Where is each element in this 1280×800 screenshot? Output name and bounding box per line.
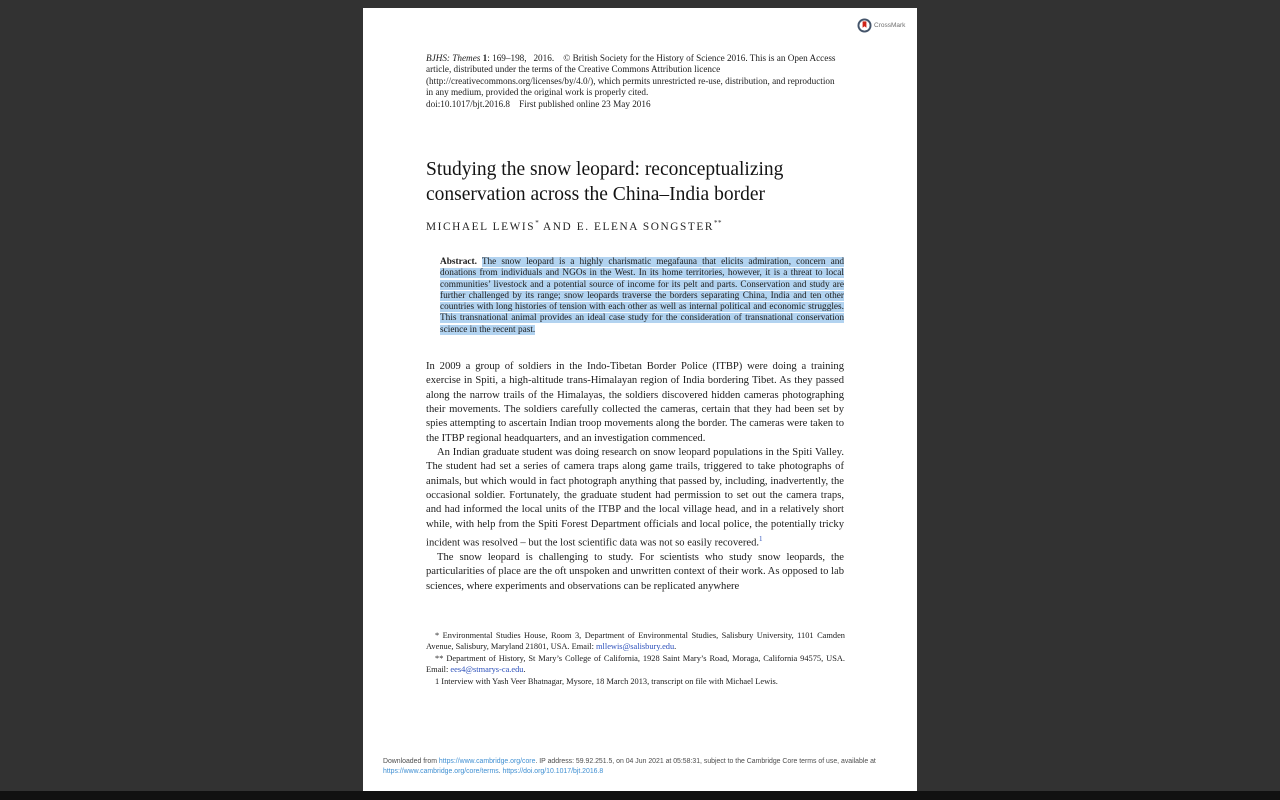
author-1-affiliation-mark: * <box>535 219 540 227</box>
footnote-1-reference[interactable]: 1 <box>759 535 763 544</box>
paragraph-2 <box>426 446 844 551</box>
crossmark-label: CrossMark <box>874 21 906 29</box>
paragraph-2-text: An Indian graduate student was doing research on snow leopard populations in the Spiti Valley. The student had set a series of camera traps along game trails, triggered to take photographs of animals, but which would in fact photograph anything that passed by, including, inadvertently, the occasional soldier. Fortunately, the graduate student had permission to set out the camera traps, and had informed the local units of the ITBP and the local village head, and in a relatively short while, with help from the Spiti Forest Department officials and local police, the potentially tricky incident was resolved – but the lost scientific data was not so easily recovered. <box>426 447 844 549</box>
paragraph-1: In 2009 a group of soldiers in the Indo-Tibetan Border Police (ITBP) were doing a training exercise in Spiti, a high-altitude trans-Himalayan region of India bordering Tibet. As they passed along the narrow trails of the Himalayas, the soldiers discovered hidden cameras photographing their movements. The soldiers carefully collected the cameras, certain that they had been set by spies attempting to ascertain Indian troop movements along the border. The cameras were taken to the ITBP regional headquarters, and an investigation commenced. <box>426 361 844 444</box>
footnote-text: Department of History, St Mary’s College of California, 1928 Saint Mary’s Road, Moraga, California 94575, USA. Email: <box>426 653 845 675</box>
footnotes-section <box>426 630 845 687</box>
paragraph-3: The snow leopard is challenging to study. For scientists who study snow leopards, the particularities of place are the oft unspoken and unwritten context of their work. As opposed to lab sciences, where experiments and observations can be replicated anywhere <box>426 552 844 592</box>
abstract-section <box>440 257 844 336</box>
author-2-email-link[interactable]: ees4@stmarys-ca.edu <box>450 665 524 675</box>
doi-link[interactable]: https://doi.org/10.1017/bjt.2016.8 <box>502 767 604 775</box>
authors-line <box>426 219 846 233</box>
footnote-text: Environmental Studies House, Room 3, Department of Environmental Studies, Salisbury University, 1101 Camden Avenue, Salisbury, Maryland 21801, USA. Email: <box>426 631 845 652</box>
abstract-text-highlighted: The snow leopard is a highly charismatic megafauna that elicits admiration, concern and donations from individuals and NGOs in the West. In its home territories, however, it is a threat to local communities’ livestock and a potential source of income for its pelt and parts. Conservation and study are further challenged by its range; snow leopards traverse the borders separating China, India and ten other countries with long histories of tension with each other as well as internal political and economic struggles. This transnational animal provides an ideal case study for the consideration of transnational conservation science in the recent past. <box>440 257 845 335</box>
cambridge-core-link[interactable]: https://www.cambridge.org/core <box>438 758 536 765</box>
author-1-email-link[interactable]: mllewis@salisbury.edu <box>596 642 675 652</box>
footnote-marker: ** <box>435 653 444 663</box>
cambridge-terms-link[interactable]: https://www.cambridge.org/core/terms <box>383 767 499 775</box>
footnote-affiliation-1 <box>426 630 845 653</box>
author-2: E. ELENA SONGSTER <box>576 220 715 233</box>
abstract-label: Abstract. <box>440 257 477 267</box>
article-title: Studying the snow leopard: reconceptualizing conservation across the China–India border <box>426 159 784 205</box>
licence-body: : 169–198, 2016. © British Society for the History of Science 2016. This is an Open Access article, distributed under the terms of the Creative Commons Attribution licence (http://creativecommons.org/licenses/by/4.0/), which permits unrestricted re-use, distribution, and reproduction in any medium, provided the original work is properly cited. <box>426 53 836 98</box>
footnote-text-after: . <box>523 665 526 675</box>
crossmark-button[interactable] <box>857 16 907 34</box>
copyright-notice <box>426 53 843 110</box>
footnote-marker: * <box>435 631 440 640</box>
volume-number: 1 <box>482 53 488 63</box>
author-2-affiliation-mark: ** <box>714 219 723 227</box>
journal-name: BJHS: Themes <box>426 53 481 63</box>
footer-text: Downloaded from <box>383 758 439 765</box>
footer-text: . <box>498 767 503 775</box>
doi-line: doi:10.1017/bjt.2016.8 First published online 23 May 2016 <box>426 98 651 109</box>
crossmark-icon <box>857 18 872 33</box>
cambridge-download-footer <box>383 757 905 776</box>
footnote-affiliation-2 <box>426 653 845 676</box>
footnote-text-after: . <box>674 642 677 652</box>
footnote-text: Interview with Yash Veer Bhatnagar, Mysore, 18 March 2013, transcript on file with Michael Lewis. <box>441 676 778 686</box>
article-body <box>426 360 844 594</box>
bottom-bar <box>0 791 1280 800</box>
licence-text <box>426 53 843 99</box>
footnote-1 <box>426 676 845 687</box>
authors-connector: AND <box>539 220 577 233</box>
document-page <box>363 8 917 791</box>
footer-text: . IP address: 59.92.251.5, on 04 Jun 2021 at 05:58:31, subject to the Cambridge Core terms of use, available at <box>535 758 876 765</box>
author-1: MICHAEL LEWIS <box>426 220 536 233</box>
footnote-marker: 1 <box>435 676 440 686</box>
